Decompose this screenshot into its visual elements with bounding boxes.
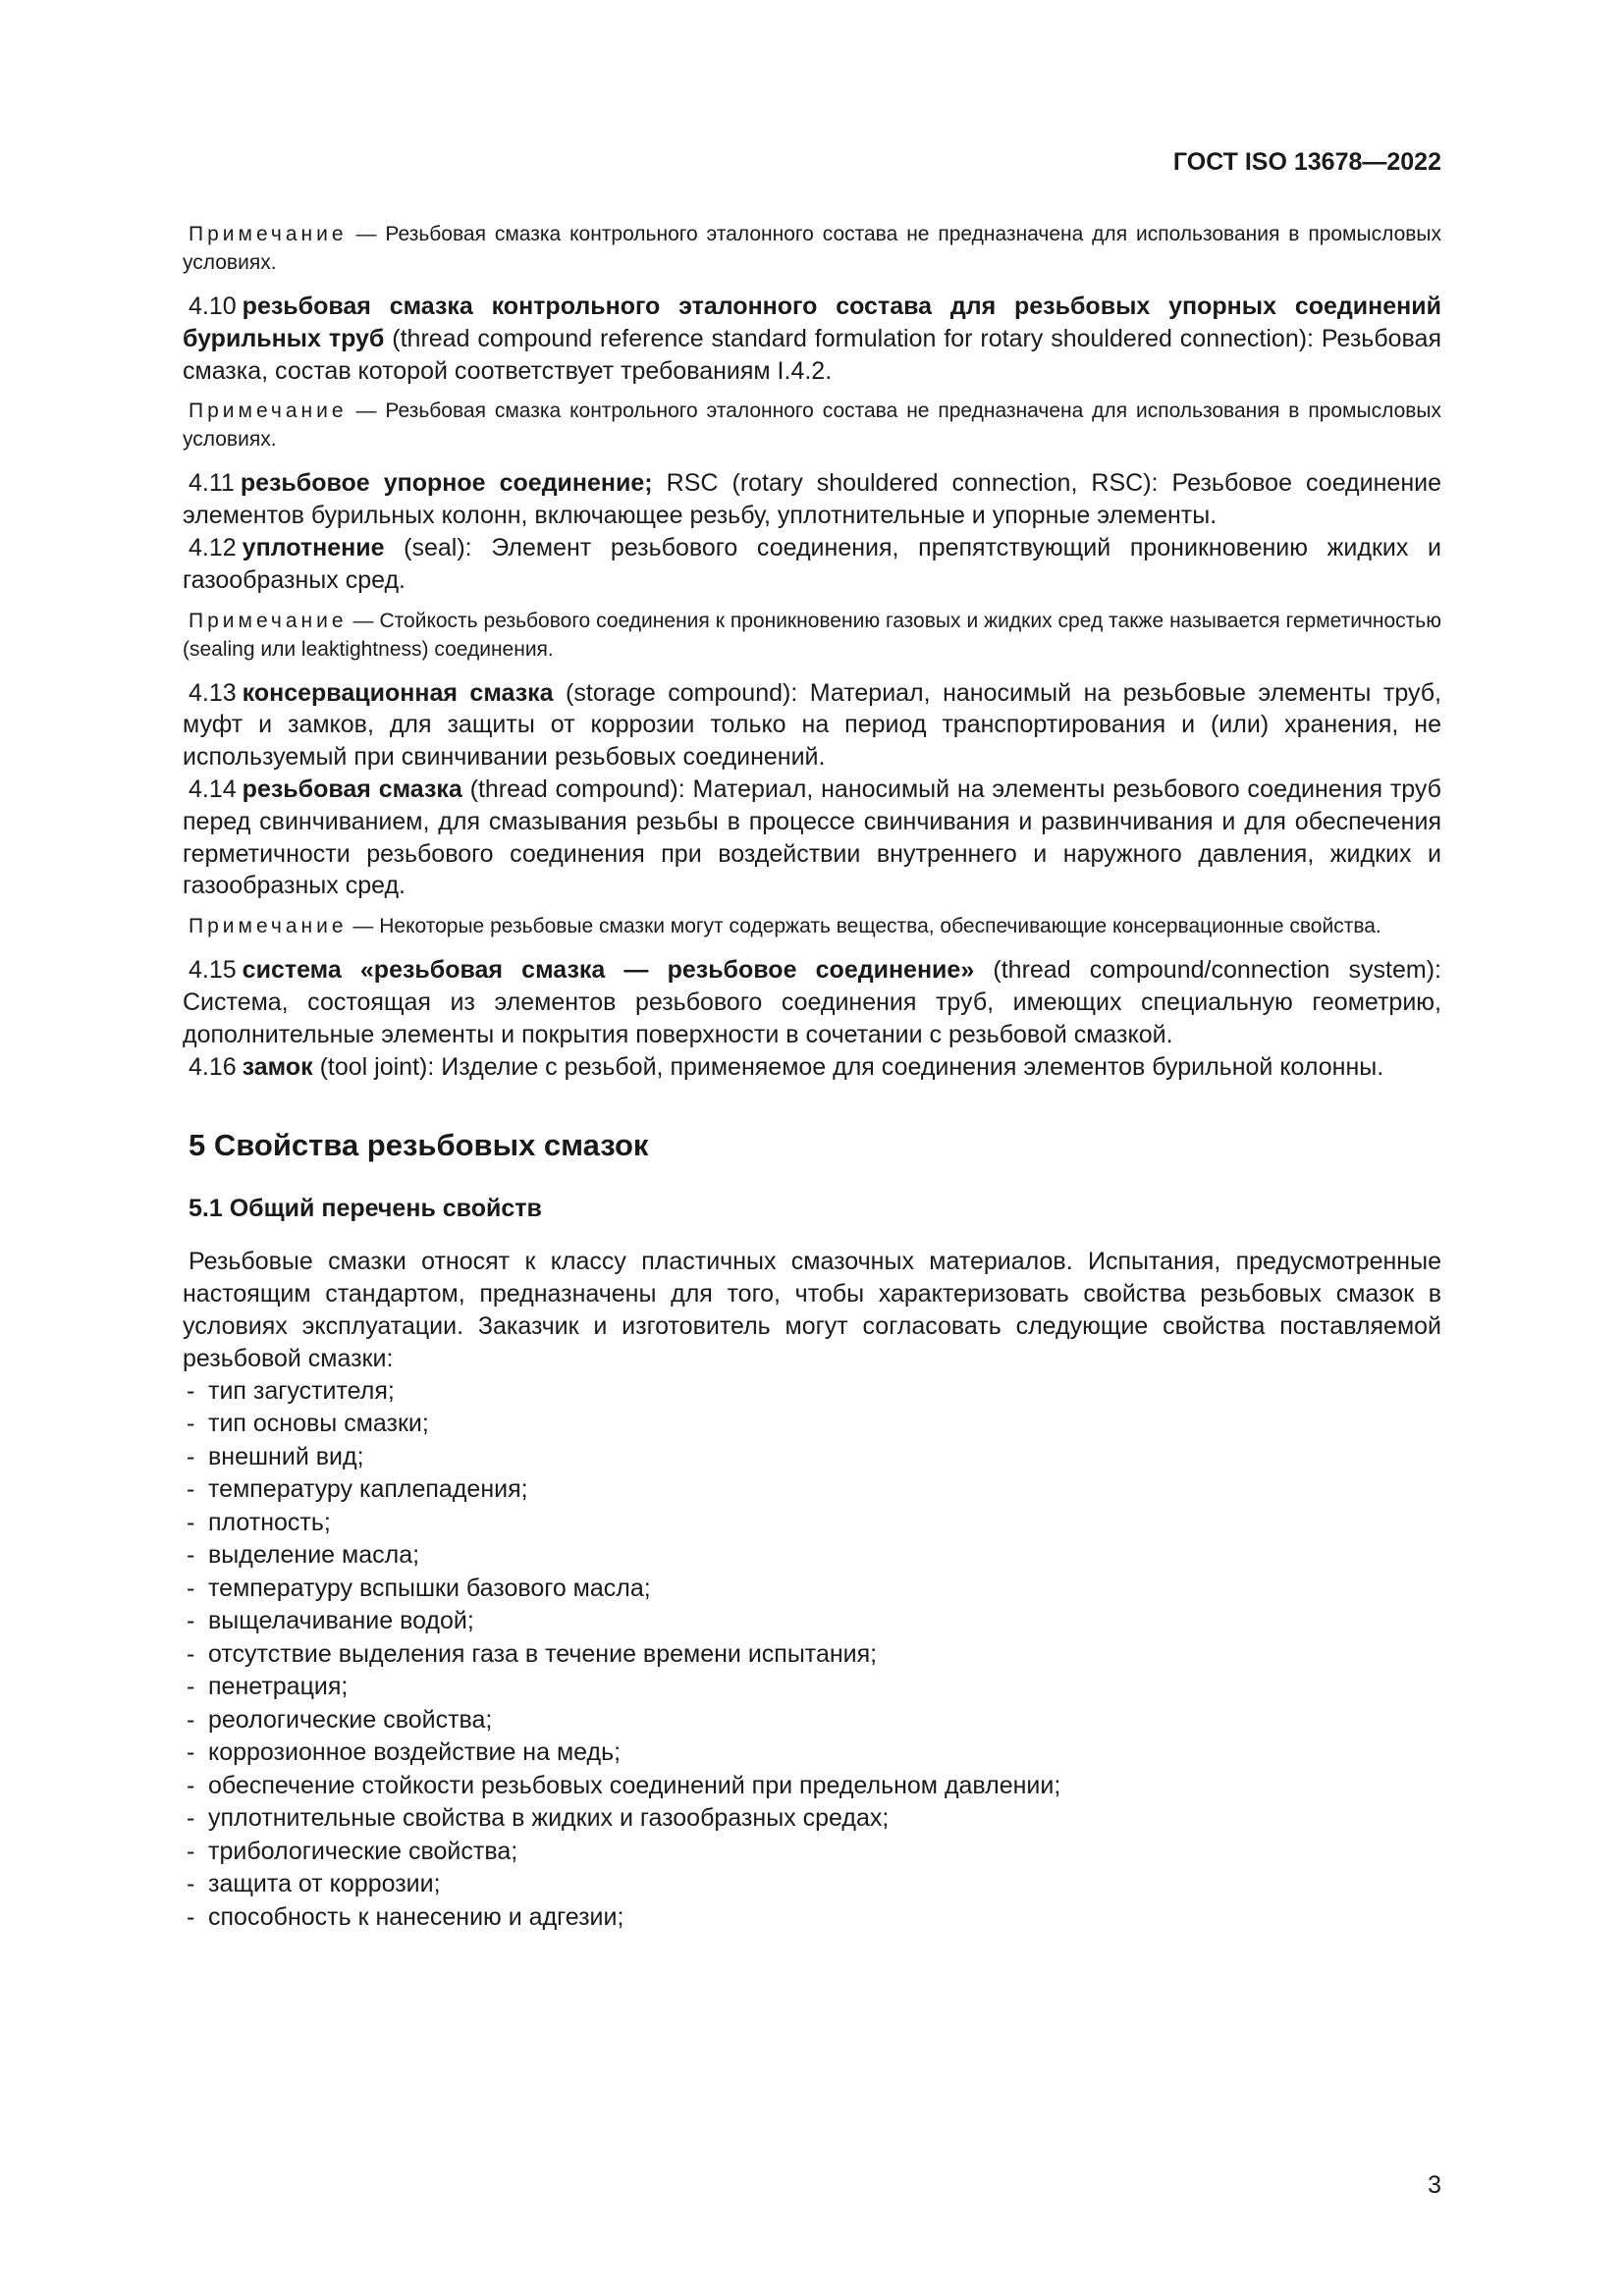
list-item: - способность к нанесению и адгезии; [187,1902,624,1931]
definition-text: (storage compound): Материал, наносимый на резьбовые элементы труб, муфт и замков, для защиты от коррозии только на период транспортирования и (или) хранения, не используемый при свинчивании резьбовых соединений. [183,678,1442,772]
list-item: - плотность; [187,1508,331,1536]
definition-4-14 [183,774,1441,902]
list-item: - тип основы смазки; [187,1410,429,1438]
note-label: Примечание [189,915,348,938]
list-item: - внешний вид; [187,1442,364,1470]
list-item: - пенетрация; [187,1673,349,1701]
note: Примечание — Резьбовая смазка контрольного эталонного состава не предназначена для использования в промысловых условиях. [183,400,1442,452]
list-item: - обеспечение стойкости резьбовых соединений при предельном давлении; [187,1771,1061,1799]
note-label: Примечание [189,223,348,245]
list-item: - трибологические свойства; [187,1837,518,1865]
section-intro: Резьбовые смазки относят к классу пластичных смазочных материалов. Испытания, предусмотренные настоящим стандартом, предназначены для того, чтобы характеризовать свойства резьбовых смазок в условиях эксплуатации. Заказчик и изготовитель могут согласовать следующие свойства поставляемой резьбовой смазки: [183,1248,1441,1372]
document-header: ГОСТ ISO 13678—2022 [1172,148,1441,176]
definition-4-10 [183,291,1441,387]
properties-list [183,1375,1441,1935]
list-item: - защита от коррозии; [187,1870,441,1898]
note-label: Примечание [189,609,348,632]
term: система «резьбовая смазка — резьбовое соединение» [242,956,975,985]
page-number: 3 [1428,2171,1441,2199]
note-text: Резьбовая смазка контрольного эталонного состава не предназначена для использования в промысловых условиях. [183,400,1442,452]
list-item: - коррозионное воздействие на медь; [187,1738,622,1767]
term: резьбовая смазка контрольного эталонного состава для резьбовых упорных соединений бурильных труб [183,293,1441,352]
term: резьбовое упорное соединение; [240,469,653,498]
list-item: - выщелачивание водой; [187,1607,474,1635]
note-label: Примечание [189,400,348,423]
note: Примечание — Стойкость резьбового соединения к проникновению газовых и жидких сред также называется герметичностью (sealing или leaktightness) соединения. [183,609,1441,661]
definition-4-13 [183,677,1441,774]
list-item: - реологические свойства; [187,1705,493,1734]
definition-4-11 [183,467,1441,532]
list-item: - температуру вспышки базового масла; [187,1574,651,1602]
note-text: Резьбовая смазка контрольного эталонного состава не предназначена для использования в промысловых условиях. [183,223,1442,274]
definition-text: RSC (rotary shouldered connection, RSC): Резьбовое соединение элементов бурильных колонн, включающее резьбу, уплотнительные и упорные элементы. [183,469,1441,530]
definition-4-15 [183,954,1441,1050]
list-item: - выделение масла; [187,1541,420,1570]
note-text: Стойкость резьбового соединения к проникновению газовых и жидких сред также называется герметичностью (sealing или leaktightness) соединения. [183,609,1441,661]
note-text: Некоторые резьбовые смазки могут содержать вещества, обеспечивающие консервационные свойства. [379,915,1381,938]
clause-number: 4.12 [189,533,237,561]
clause-number: 4.10 [189,293,237,320]
section-heading: 5 Свойства резьбовых смазок [189,1128,649,1163]
clause-number: 4.11 [189,469,235,498]
subsection-heading: 5.1 Общий перечень свойств [189,1195,542,1223]
clause-number: 4.15 [189,956,237,985]
term: резьбовая смазка [242,774,462,803]
term: замок [242,1052,313,1081]
clause-number: 4.16 [189,1052,237,1081]
definition-text: (thread compound/connection system): Система, состоящая из элементов резьбового соединения труб, имеющих специальную геометрию, дополнительные элементы и покрытия поверхности в сочетании с резьбовой смазкой. [183,956,1441,1048]
definition-4-12 [183,532,1441,597]
list-item: - температуру каплепадения; [187,1475,528,1504]
definition-text: (thread compound): Материал, наносимый на элементы резьбового соединения труб перед свинчиванием, для смазывания резьбы в процессе свинчивания и развинчивания и для обеспечения герметичности резьбового соединения при воздействии внутреннего и наружного давления, жидких и газообразных сред. [183,774,1441,900]
definition-text: (thread compound reference standard formulation for rotary shouldered connection): Резьбовая смазка, состав которой соответствует требованиям I.4.2. [183,324,1441,385]
note: Примечание — Некоторые резьбовые смазки могут содержать вещества, обеспечивающие консервационные свойства. [189,915,1381,938]
clause-number: 4.13 [189,678,237,707]
term: уплотнение [242,533,385,561]
list-item: - уплотнительные свойства в жидких и газообразных средах; [187,1804,890,1833]
definition-text: (seal): Элемент резьбового соединения, препятствующий проникновению жидких и газообразных сред. [183,533,1441,594]
page-body [183,220,1441,1934]
note: Примечание — Резьбовая смазка контрольного эталонного состава не предназначена для использования в промысловых условиях. [183,223,1442,274]
definition-text: (tool joint): Изделие с резьбой, применяемое для соединения элементов бурильной колонны. [312,1052,1384,1081]
list-item: - отсутствие выделения газа в течение времени испытания; [187,1639,878,1668]
definition-4-16 [183,1051,1441,1084]
term: консервационная смазка [242,678,554,707]
clause-number: 4.14 [189,774,237,803]
list-item: - тип загустителя; [187,1376,395,1405]
